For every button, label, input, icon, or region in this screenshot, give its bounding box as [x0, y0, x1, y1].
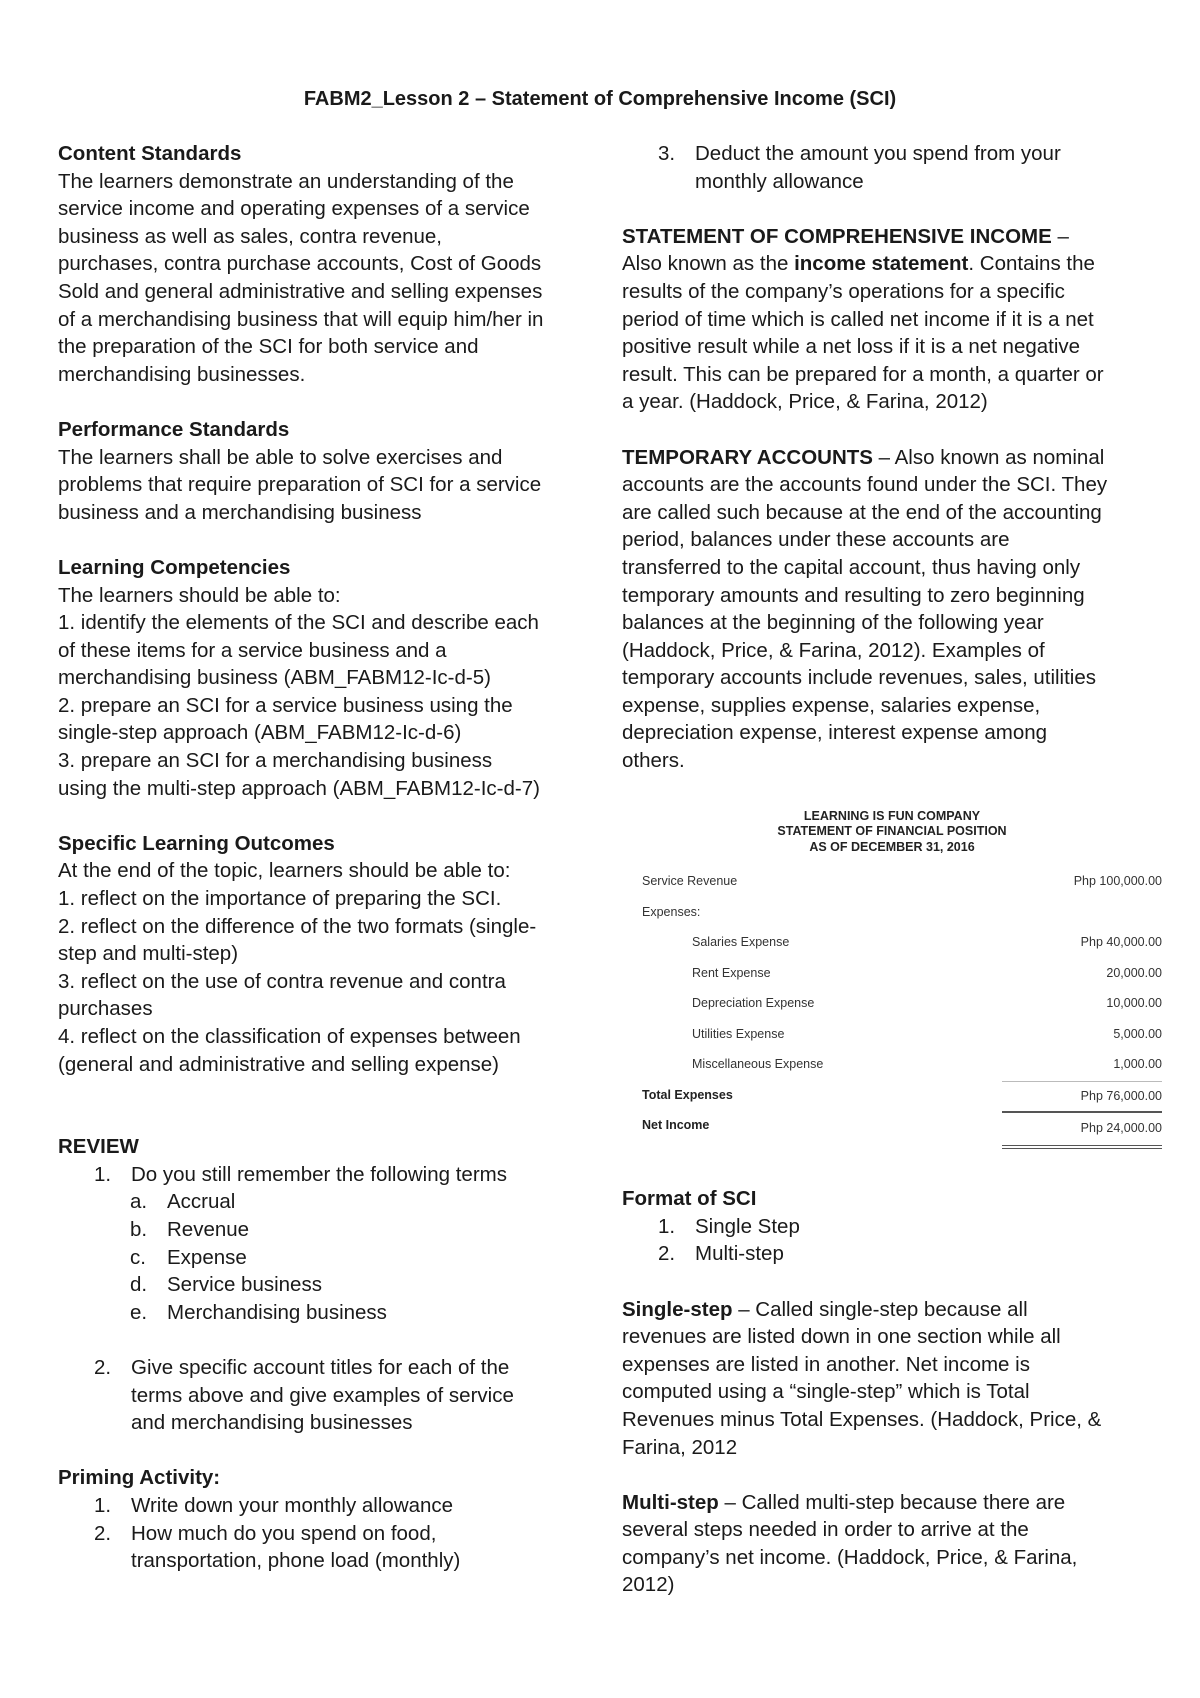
list-item-text: monthly allowance [695, 169, 864, 193]
row-amount: Php 76,000.00 [1002, 1081, 1162, 1104]
body-line: 4. reflect on the classification of expenses between [58, 1025, 521, 1048]
list-marker: b. [130, 1217, 148, 1241]
body-line: 2. prepare an SCI for a service business using the [58, 693, 513, 717]
body-line: positive result while a net loss if it is a net negative [622, 335, 1081, 359]
text-fragment: – Called multi-step because there are [718, 1490, 1066, 1514]
list-item-text: Multi-step [695, 1242, 784, 1266]
body-line: service income and operating expenses of a service [58, 197, 530, 221]
body-line: depreciation expense, interest expense among [622, 721, 1048, 745]
list-item [658, 1240, 1162, 1268]
body-line: of a merchandising business that will equip him/her in [58, 307, 544, 331]
financial-statement-figure [622, 809, 1162, 1148]
list-item-text: Accrual [167, 1190, 236, 1214]
list-item-text: Write down your monthly allowance [131, 1493, 454, 1517]
body-line: The learners demonstrate an understanding of the [58, 169, 514, 193]
body-line: using the multi-step approach (ABM_FABM12-Ic-d-7) [58, 776, 540, 800]
row-amount: Php 24,000.00 [1002, 1111, 1162, 1149]
body-line: 1. reflect on the importance of preparing the SCI. [58, 887, 502, 911]
body-line: 3. prepare an SCI for a merchandising business [58, 749, 493, 773]
body-line: results of the company’s operations for a specific [622, 279, 1065, 303]
priming-list [58, 1492, 598, 1575]
section-heading: Performance Standards [58, 417, 290, 441]
body-line: accounts are the accounts found under the SCI. They [622, 473, 1108, 497]
list-item-text: Revenue [167, 1217, 250, 1241]
row-label: Depreciation Expense [692, 996, 815, 1011]
list-item-text: Expense [167, 1245, 247, 1269]
list-item [94, 1520, 598, 1575]
list-item-text: Single Step [695, 1214, 800, 1238]
list-item-text: Merchandising business [167, 1300, 387, 1324]
format-list [622, 1213, 1162, 1268]
list-marker: c. [130, 1245, 146, 1269]
body-line: temporary amounts and resulting to zero beginning [622, 583, 1085, 607]
body-line [622, 1489, 1162, 1517]
body-line: Revenues minus Total Expenses. (Haddock, Price, & [622, 1407, 1102, 1431]
statement-net-row [622, 1111, 1162, 1147]
document-title: FABM2_Lesson 2 – Statement of Comprehensive Income (SCI) [303, 88, 897, 110]
body-line: expenses are listed in another. Net income is [622, 1352, 1030, 1376]
list-item [658, 1213, 1162, 1241]
multi-step-section [622, 1489, 1162, 1599]
row-label: Service Revenue [642, 874, 738, 889]
list-item [130, 1299, 598, 1327]
body-line [622, 444, 1162, 472]
list-marker: e. [130, 1300, 148, 1324]
dash-text: – [1051, 224, 1069, 248]
defined-term: Multi-step [622, 1490, 719, 1514]
list-item [130, 1271, 598, 1299]
body-line [622, 1296, 1162, 1324]
list-item [658, 140, 1162, 195]
section-heading: Specific Learning Outcomes [58, 831, 335, 855]
text-fragment: – Called single-step because all [732, 1297, 1028, 1321]
content-standards-section [58, 140, 598, 388]
emphasized-term: income statement [794, 252, 969, 276]
section-heading: Priming Activity: [58, 1466, 221, 1490]
list-marker: 1. [94, 1493, 112, 1517]
body-line: balances at the beginning of the following year [622, 611, 1044, 635]
statement-row [622, 867, 1162, 898]
review-section [58, 1133, 598, 1437]
company-name: LEARNING IS FUN COMPANY [803, 808, 981, 823]
row-amount: 10,000.00 [1106, 996, 1162, 1011]
body-line: computed using a “single-step” which is Total [622, 1380, 1030, 1404]
body-line: 3. reflect on the use of contra revenue and contra [58, 969, 506, 993]
statement-total-row [622, 1081, 1162, 1112]
body-line: problems that require preparation of SCI for a service [58, 473, 542, 497]
list-marker: 2. [94, 1521, 112, 1545]
temporary-accounts-section [622, 444, 1162, 775]
statement-name: STATEMENT OF FINANCIAL POSITION [777, 824, 1007, 839]
body-line: result. This can be prepared for a month, a quarter or [622, 362, 1104, 386]
single-step-section [622, 1296, 1162, 1462]
body-line: Farina, 2012 [622, 1435, 738, 1459]
list-item-text: Service business [167, 1273, 322, 1297]
statement-row [622, 928, 1162, 959]
list-item [130, 1244, 598, 1272]
list-marker: 2. [658, 1242, 676, 1266]
right-column [622, 140, 1162, 1627]
priming-activity-section [58, 1464, 598, 1574]
statement-header [622, 809, 1162, 856]
body-line: business as well as sales, contra revenue, [58, 224, 443, 248]
text-fragment: – Also known as nominal [872, 445, 1105, 469]
list-marker: d. [130, 1273, 148, 1297]
left-column [58, 140, 598, 1602]
review-list [58, 1161, 598, 1437]
statement-date: AS OF DECEMBER 31, 2016 [809, 839, 975, 854]
row-amount: 20,000.00 [1106, 965, 1162, 980]
row-label: Total Expenses [642, 1087, 733, 1102]
body-line: step and multi-step) [58, 942, 239, 966]
body-line: merchandising businesses. [58, 362, 306, 386]
row-label: Net Income [642, 1118, 710, 1133]
body-line: Sold and general administrative and selling expenses [58, 279, 543, 303]
statement-row [622, 898, 1162, 929]
row-amount: 1,000.00 [1113, 1057, 1162, 1072]
body-line: several steps needed in order to arrive at the [622, 1518, 1029, 1542]
list-marker: 2. [94, 1355, 112, 1379]
sci-definition-section [622, 223, 1162, 416]
list-marker: a. [130, 1190, 148, 1214]
list-item [94, 1161, 598, 1354]
list-marker: 3. [658, 142, 676, 165]
list-item [94, 1492, 598, 1520]
list-item [130, 1216, 598, 1244]
body-line [622, 223, 1162, 251]
defined-term: STATEMENT OF COMPREHENSIVE INCOME [622, 224, 1052, 248]
body-line: the preparation of the SCI for both service and [58, 335, 479, 359]
statement-row [622, 1020, 1162, 1051]
row-amount: Php 100,000.00 [1073, 874, 1162, 889]
body-line: expense, supplies expense, salaries expense, [622, 693, 1041, 717]
body-line: purchases, contra purchase accounts, Cost of Goods [58, 252, 542, 276]
body-line: 2. reflect on the difference of the two formats (single- [58, 914, 537, 938]
body-line: merchandising business (ABM_FABM12-Ic-d-5) [58, 666, 491, 690]
body-line: company’s net income. (Haddock, Price, & Farina, [622, 1545, 1078, 1569]
row-amount: 5,000.00 [1113, 1026, 1162, 1041]
learning-competencies-section [58, 554, 598, 802]
body-line: temporary accounts include revenues, sales, utilities [622, 666, 1097, 690]
body-line: transferred to the capital account, thus having only [622, 555, 1081, 579]
body-line: period of time which is called net income if it is a net [622, 307, 1094, 331]
statement-row [622, 959, 1162, 990]
body-line: business and a merchandising business [58, 500, 422, 524]
list-marker: 1. [658, 1214, 676, 1238]
body-line: revenues are listed down in one section while all [622, 1325, 1061, 1349]
section-heading: Format of SCI [622, 1187, 757, 1211]
row-amount: Php 40,000.00 [1080, 935, 1162, 950]
body-line: 1. identify the elements of the SCI and describe each [58, 611, 539, 635]
priming-list-continued [622, 140, 1162, 195]
body-line: a year. (Haddock, Price, & Farina, 2012) [622, 390, 988, 414]
list-item-text: Give specific account titles for each of the [131, 1355, 510, 1379]
row-label: Expenses: [642, 904, 701, 919]
list-marker: 1. [94, 1162, 112, 1186]
text-fragment: . Contains the [968, 252, 1095, 276]
statement-row [622, 989, 1162, 1020]
statement-row [622, 1050, 1162, 1081]
body-line: The learners should be able to: [58, 583, 341, 607]
list-item-text: How much do you spend on food, [131, 1521, 437, 1545]
list-item-text: transportation, phone load (monthly) [131, 1549, 461, 1573]
body-line: are called such because at the end of the accounting [622, 500, 1102, 524]
body-line: others. [622, 749, 685, 773]
section-heading: Learning Competencies [58, 555, 291, 579]
body-line: purchases [58, 997, 153, 1021]
row-label: Rent Expense [692, 965, 771, 980]
body-line: single-step approach (ABM_FABM12-Ic-d-6) [58, 721, 462, 745]
priming-continued [622, 140, 1162, 195]
list-item-text: Deduct the amount you spend from your [695, 142, 1061, 165]
body-line: of these items for a service business and a [58, 638, 447, 662]
list-item [94, 1354, 598, 1437]
body-line: period, balances under these accounts are [622, 528, 1010, 552]
section-heading: Content Standards [58, 142, 242, 165]
body-line: At the end of the topic, learners should be able to: [58, 859, 511, 883]
list-item-text: terms above and give examples of service [131, 1383, 514, 1407]
body-line: The learners shall be able to solve exercises and [58, 445, 503, 469]
section-heading: REVIEW [58, 1135, 139, 1159]
row-label: Utilities Expense [692, 1026, 785, 1041]
text-fragment: Also known as the [622, 252, 795, 276]
body-line: (Haddock, Price, & Farina, 2012). Examples of [622, 638, 1045, 662]
body-line: (general and administrative and selling expense) [58, 1052, 500, 1076]
defined-term: Single-step [622, 1297, 733, 1321]
body-line: 2012) [622, 1573, 675, 1597]
list-item [130, 1188, 598, 1216]
body-line [622, 250, 1162, 278]
list-item-text: and merchandising businesses [131, 1411, 413, 1435]
row-label: Miscellaneous Expense [692, 1057, 824, 1072]
row-label: Salaries Expense [692, 935, 790, 950]
list-item-text: Do you still remember the following terms [131, 1162, 507, 1186]
performance-standards-section [58, 416, 598, 526]
specific-outcomes-section [58, 830, 598, 1078]
review-sublist [131, 1188, 598, 1326]
format-section [622, 1185, 1162, 1268]
defined-term: TEMPORARY ACCOUNTS [622, 445, 873, 469]
